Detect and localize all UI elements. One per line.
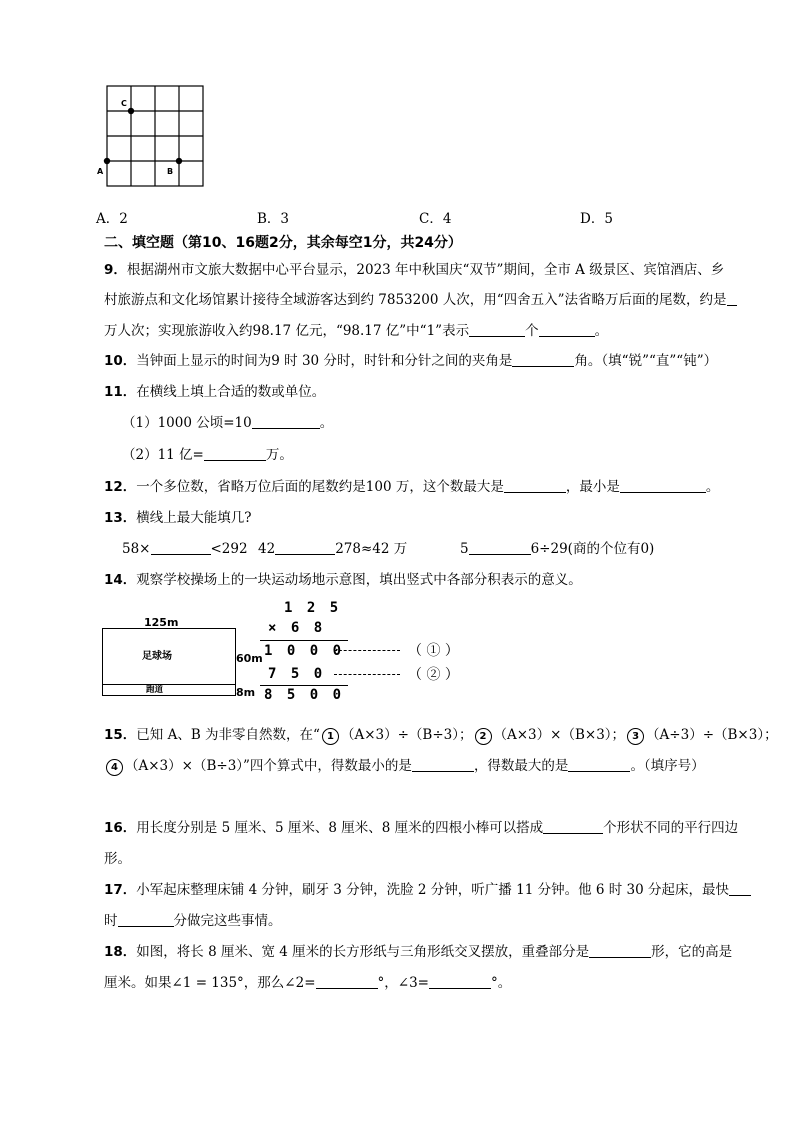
question-9-line3: 万人次；实现旅游收入约98.17 亿元，“98.17 亿”中“1”表示 个 。 — [104, 323, 609, 339]
question-16-line1: 16．用长度分别是 5 厘米、5 厘米、8 厘米、8 厘米的四根小棒可以搭成 个形状不同的平行四边 — [104, 820, 739, 836]
answer-blank[interactable] — [118, 912, 174, 927]
question-18-line1: 18．如图，将长 8 厘米、宽 4 厘米的长方形纸与三角形纸交叉摆放，重叠部分是 形，它的高是 — [104, 944, 733, 960]
question-11: 11．在横线上填上合适的数或单位。 — [104, 384, 326, 400]
leader-line-1 — [334, 650, 400, 651]
answer-blank[interactable] — [543, 819, 603, 834]
question-9-line1: 9．根据湖州市文旅大数据中心平台显示，2023 年中秋国庆“双节”期间，全市 A 级景区、宾馆酒店、乡 — [104, 262, 725, 278]
point-c — [128, 108, 134, 114]
circled-3: 3 — [627, 728, 644, 745]
vertical-row-1: 1 2 5 — [284, 600, 342, 616]
question-12: 12．一个多位数，省略万位后面的尾数约是100 万，这个数最大是 ，最小是 。 — [104, 479, 720, 495]
answer-blank[interactable] — [316, 974, 378, 989]
point-a — [104, 158, 110, 164]
question-16-line2: 形。 — [104, 851, 131, 867]
question-number: 9． — [104, 262, 127, 278]
vertical-row-5: 8 5 0 0 — [264, 687, 345, 703]
vertical-row-4: 7 5 0 — [268, 666, 326, 682]
question-13: 13．横线上最大能填几? — [104, 510, 252, 526]
question-18-line2: 厘米。如果∠1 = 135°，那么∠2= °，∠3= °。 — [104, 975, 512, 991]
option-b: B．3 — [257, 211, 290, 227]
question-15-line1: 15．已知 A、B 为非零自然数，在“ 1 （A×3）÷（B÷3）； 2 （A×3）×（B×3）； 3 （A÷3）÷（B×3）； — [104, 727, 778, 743]
answer-blank[interactable] — [151, 540, 211, 555]
label-b: B — [167, 167, 174, 176]
track-label: 跑道 — [146, 685, 164, 695]
vertical-row-2: × 6 8 — [268, 620, 326, 636]
answer-blank[interactable] — [429, 974, 491, 989]
question-9-line2: 村旅游点和文化场馆累计接待全域游客达到约 7853200 人次，用“四舍五入”法省略万后面的尾数，约是 — [104, 291, 737, 309]
answer-blank[interactable] — [504, 478, 566, 493]
answer-blank[interactable] — [252, 414, 320, 429]
vertical-line-1 — [260, 640, 348, 641]
question-11-sub2: （2）11 亿= 万。 — [122, 447, 293, 463]
answer-blank[interactable] — [275, 540, 335, 555]
option-d: D．5 — [580, 211, 613, 227]
question-11-sub1: （1）1000 公顷=10 。 — [122, 415, 334, 431]
grid-figure — [92, 84, 208, 192]
answer-blank[interactable] — [620, 478, 706, 493]
question-14: 14．观察学校操场上的一块运动场地示意图，填出竖式中各部分积表示的意义。 — [104, 572, 582, 588]
section-title: 二、填空题（第10、16题2分，其余每空1分，共24分） — [104, 235, 462, 251]
question-17-line1: 17．小军起床整理床铺 4 分钟，刷牙 3 分钟，洗脸 2 分钟，听广播 11 分钟。他 6 时 30 分起床，最快 — [104, 881, 751, 899]
label-125m: 125m — [144, 616, 179, 629]
answer-blank[interactable] — [469, 322, 525, 337]
paren-2: （ ② ） — [408, 667, 459, 683]
answer-blank[interactable] — [539, 322, 595, 337]
answer-blank[interactable] — [204, 446, 266, 461]
point-b — [176, 158, 182, 164]
leader-line-2 — [334, 674, 400, 675]
vertical-row-3: 1 0 0 0 — [264, 643, 345, 659]
answer-blank[interactable] — [469, 540, 531, 555]
answer-blank[interactable] — [512, 352, 574, 367]
vertical-line-2 — [260, 685, 348, 686]
option-a: A．2 — [96, 211, 128, 227]
answer-blank[interactable] — [727, 291, 737, 306]
label-c: C — [121, 99, 127, 108]
question-17-line2: 时 分做完这些事情。 — [104, 913, 282, 929]
paren-1: （ ① ） — [408, 643, 459, 659]
answer-blank[interactable] — [589, 943, 651, 958]
question-13-expr1: 58× <292 — [122, 541, 248, 557]
circled-2: 2 — [475, 728, 492, 745]
field-diagram — [96, 600, 476, 704]
question-13-expr2: 42 278≈42 万 — [258, 541, 408, 557]
label-8m: 8m — [236, 686, 256, 699]
option-c: C．4 — [419, 211, 452, 227]
answer-blank[interactable] — [568, 757, 630, 772]
question-13-expr3: 5 6÷29(商的个位有0) — [460, 541, 655, 557]
question-10: 10．当钟面上显示的时间为9 时 30 分时，时针和分针之间的夹角是 角。（填“锐”“直”“钝”） — [104, 353, 718, 369]
circled-1: 1 — [322, 728, 339, 745]
track-rect — [102, 684, 236, 696]
question-15-line2: 4 （A×3）×（B÷3）”四个算式中，得数最小的是 ，得数最大的是 。（填序号） — [104, 757, 705, 776]
answer-blank[interactable] — [412, 757, 474, 772]
circled-4: 4 — [106, 759, 123, 776]
answer-blank[interactable] — [729, 881, 751, 896]
label-60m: 60m — [236, 652, 263, 665]
field-label: 足球场 — [142, 651, 172, 662]
label-a: A — [97, 167, 104, 176]
